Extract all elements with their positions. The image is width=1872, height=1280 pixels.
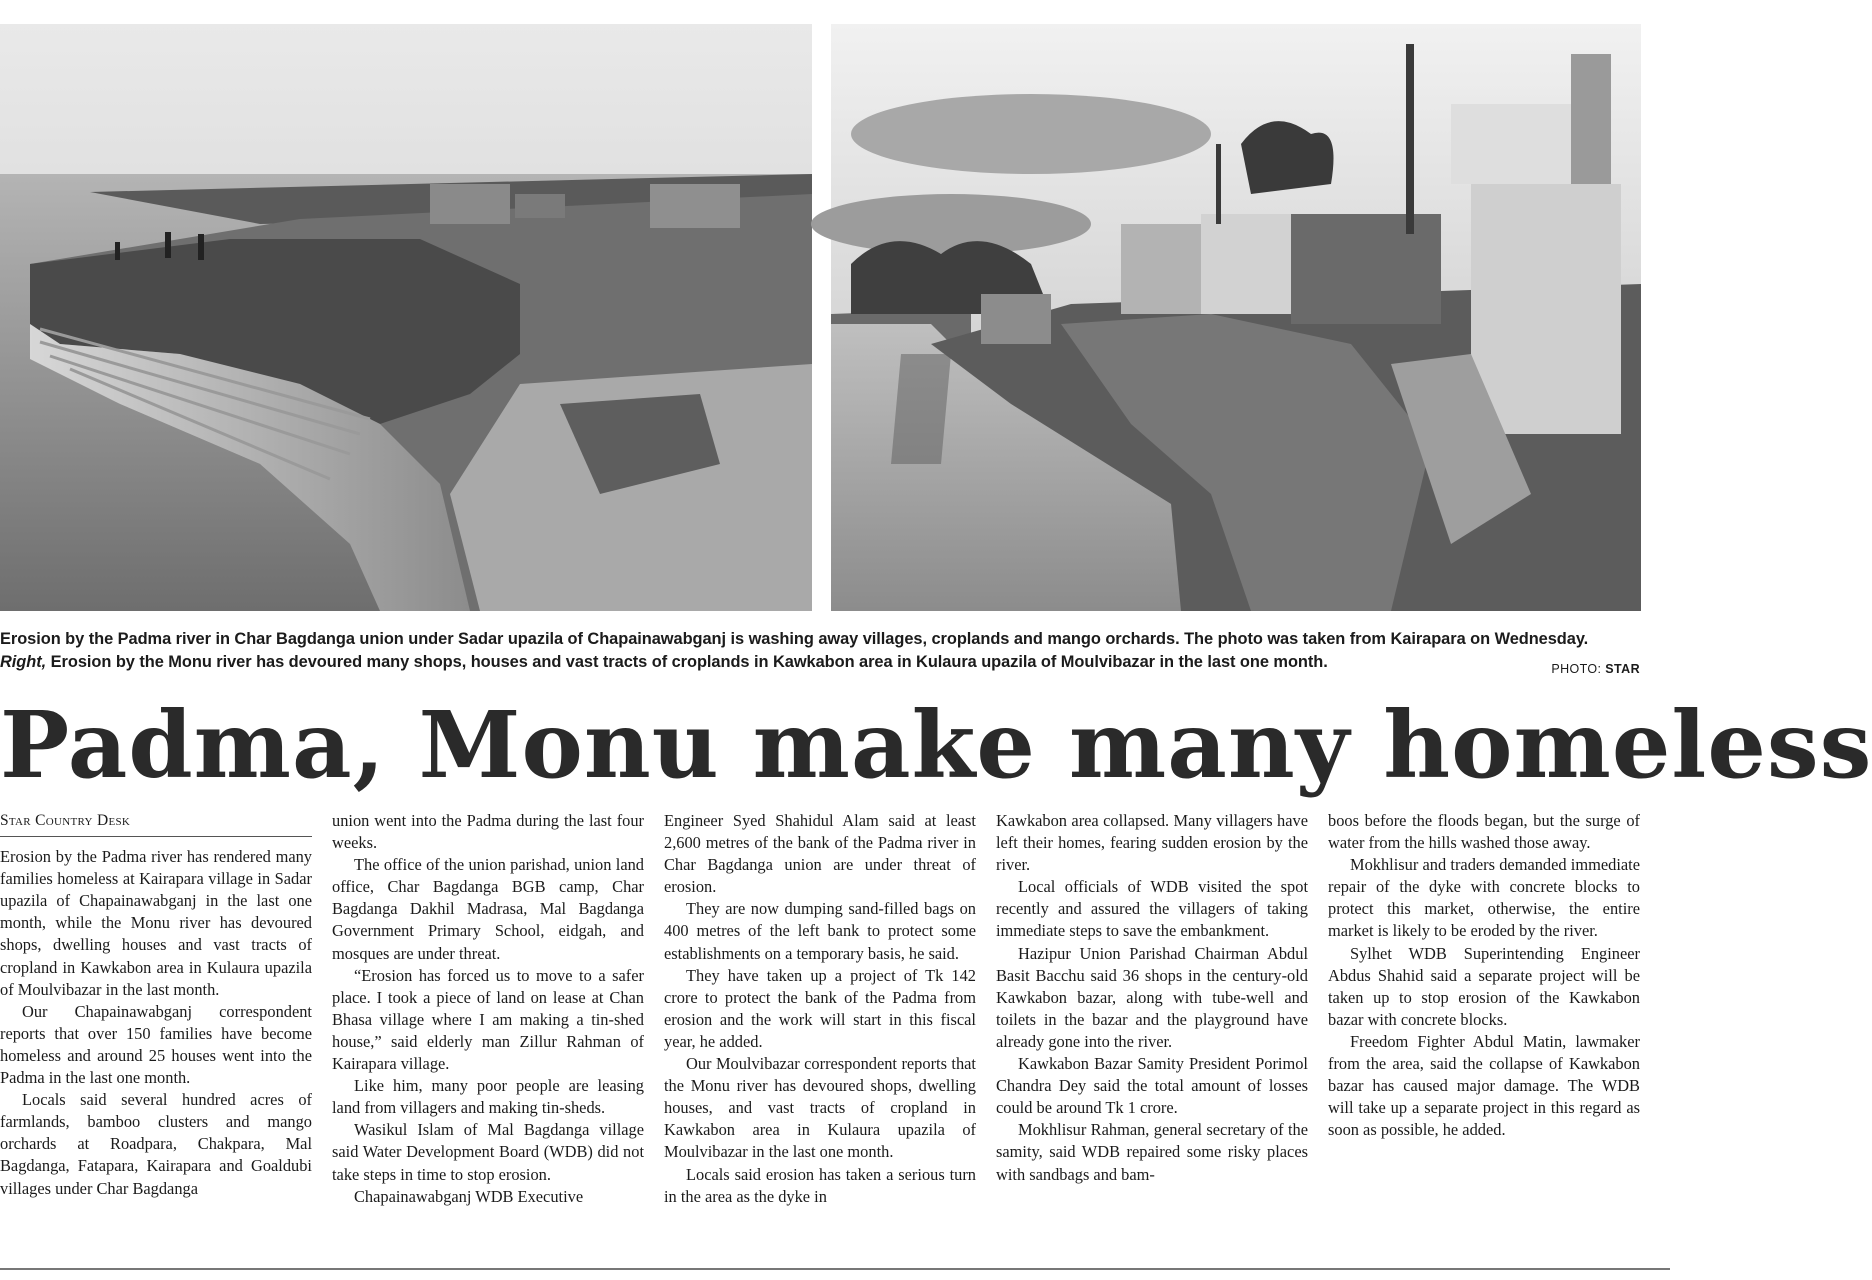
paragraph: Sylhet WDB Superintending Engineer Abdus Shahid said a separate project will be taken up to stop erosion of the Kawkabon bazar with concrete blocks. [1328, 943, 1640, 1029]
photo-padma-erosion [0, 24, 812, 611]
paragraph: They have taken up a project of Tk 142 crore to protect the bank of the Padma from erosion and the work will start in this fiscal year, he added. [664, 965, 976, 1051]
paragraph: Engineer Syed Shahidul Alam said at least 2,600 metres of the bank of the Padma river in Char Bagdanga union are under threat of erosion. [664, 811, 976, 897]
article-column-5 [1328, 810, 1640, 1141]
paragraph: Like him, many poor people are leasing land from villagers and making tin-sheds. [332, 1076, 644, 1118]
photo-credit-source: STAR [1605, 662, 1640, 676]
paragraph: Mokhlisur Rahman, general secretary of the samity, said WDB repaired some risky places with sandbags and bam- [996, 1120, 1308, 1184]
paragraph: Hazipur Union Parishad Chairman Abdul Basit Bacchu said 36 shops in the century-old Kawkabon bazar, along with tube-well and toilets in the bazar and the playground have already gone into the river. [996, 943, 1308, 1051]
photo-monu-erosion-image [831, 24, 1641, 611]
paragraph: Local officials of WDB visited the spot recently and assured the villagers of taking immediate steps to save the embankment. [996, 877, 1308, 941]
byline: Star Country Desk [0, 810, 312, 837]
paragraph: Our Chapainawabganj correspondent reports that over 150 families have become homeless and around 25 houses went into the Padma in the last one month. [0, 1001, 312, 1088]
paragraph: Chapainawabganj WDB Executive [354, 1186, 584, 1206]
paragraph: Freedom Fighter Abdul Matin, lawmaker from the area, said the collapse of Kawkabon bazar has caused major damage. The WDB will take up a separate project in this regard as soon as possible, he added. [1328, 1031, 1640, 1140]
paragraph: The office of the union parishad, union land office, Char Bagdanga BGB camp, Char Bagdanga Dakhil Madrasa, Mal Bagdanga Government Primary School, eidgah, and mosques are under threat. [332, 855, 644, 963]
paragraph: Locals said several hundred acres of farmlands, bamboo clusters and mango orchards at Roadpara, Chakpara, Mal Bagdanga, Fatapara, Kairapara and Goaldubi villages under Char Bagdanga [0, 1090, 312, 1198]
headline: Padma, Monu make many homeless [0, 691, 1872, 799]
caption-part-2: Erosion by the Monu river has devoured many shops, houses and vast tracts of croplands in Kawkabon area in Kulaura upazila of Moulvibazar in the last one month. [46, 653, 1328, 671]
caption-part-1: Erosion by the Padma river in Char Bagdanga union under Sadar upazila of Chapainawabganj is washing away villages, croplands and mango orchards. The photo was taken from Kairapara on Wednesday. [0, 630, 1589, 648]
article-body [0, 810, 1644, 1250]
article-column-4 [996, 810, 1308, 1186]
paragraph: Locals said erosion has taken a serious turn in the area as the dyke in [664, 1164, 976, 1206]
article-column-1 [0, 810, 312, 1200]
paragraph: Kawkabon Bazar Samity President Porimol Chandra Dey said the total amount of losses could be around Tk 1 crore. [996, 1054, 1308, 1118]
paragraph: union went into the Padma during the last four weeks. [332, 811, 644, 853]
paragraph: They are now dumping sand-filled bags on 400 metres of the left bank to protect some establishments on a temporary basis, he said. [664, 899, 976, 963]
paragraph: Kawkabon area collapsed. Many villagers have left their homes, fearing sudden erosion by the river. [996, 811, 1308, 875]
photo-credit-label: PHOTO: [1551, 662, 1606, 676]
photo-caption [0, 628, 1600, 674]
article-column-2 [332, 810, 644, 1208]
bottom-divider [0, 1268, 1670, 1270]
paragraph: Wasikul Islam of Mal Bagdanga village said Water Development Board (WDB) did not take steps in time to stop erosion. [332, 1120, 644, 1184]
paragraph: Mokhlisur and traders demanded immediate repair of the dyke with concrete blocks to protect this market, otherwise, the entire market is likely to be eroded by the river. [1328, 855, 1640, 941]
paragraph: “Erosion has forced us to move to a safer place. I took a piece of land on lease at Chan Bhasa village where I am making a tin-shed house,” said elderly man Zillur Rahman of Kairapara village. [332, 965, 644, 1074]
caption-right-word: Right, [0, 653, 47, 671]
photo-monu-erosion [831, 24, 1641, 611]
paragraph: boos before the floods began, but the surge of water from the hills washed those away. [1328, 811, 1640, 853]
article-column-3 [664, 810, 976, 1208]
paragraph: Erosion by the Padma river has rendered many families homeless at Kairapara village in Sadar upazila of Chapainawabganj in the last one month, while the Monu river has devoured shops, dwelling houses and vast tracts of cropland in Kawkabon area in Kulaura upazila of Moulvibazar in the last month. [0, 847, 312, 999]
photo-credit [1551, 662, 1640, 676]
photo-padma-erosion-image [0, 24, 812, 611]
paragraph: Our Moulvibazar correspondent reports that the Monu river has devoured shops, dwelling houses, and vast tracts of cropland in Kawkabon area in Kulaura upazila of Moulvibazar in the last one month. [664, 1054, 976, 1162]
